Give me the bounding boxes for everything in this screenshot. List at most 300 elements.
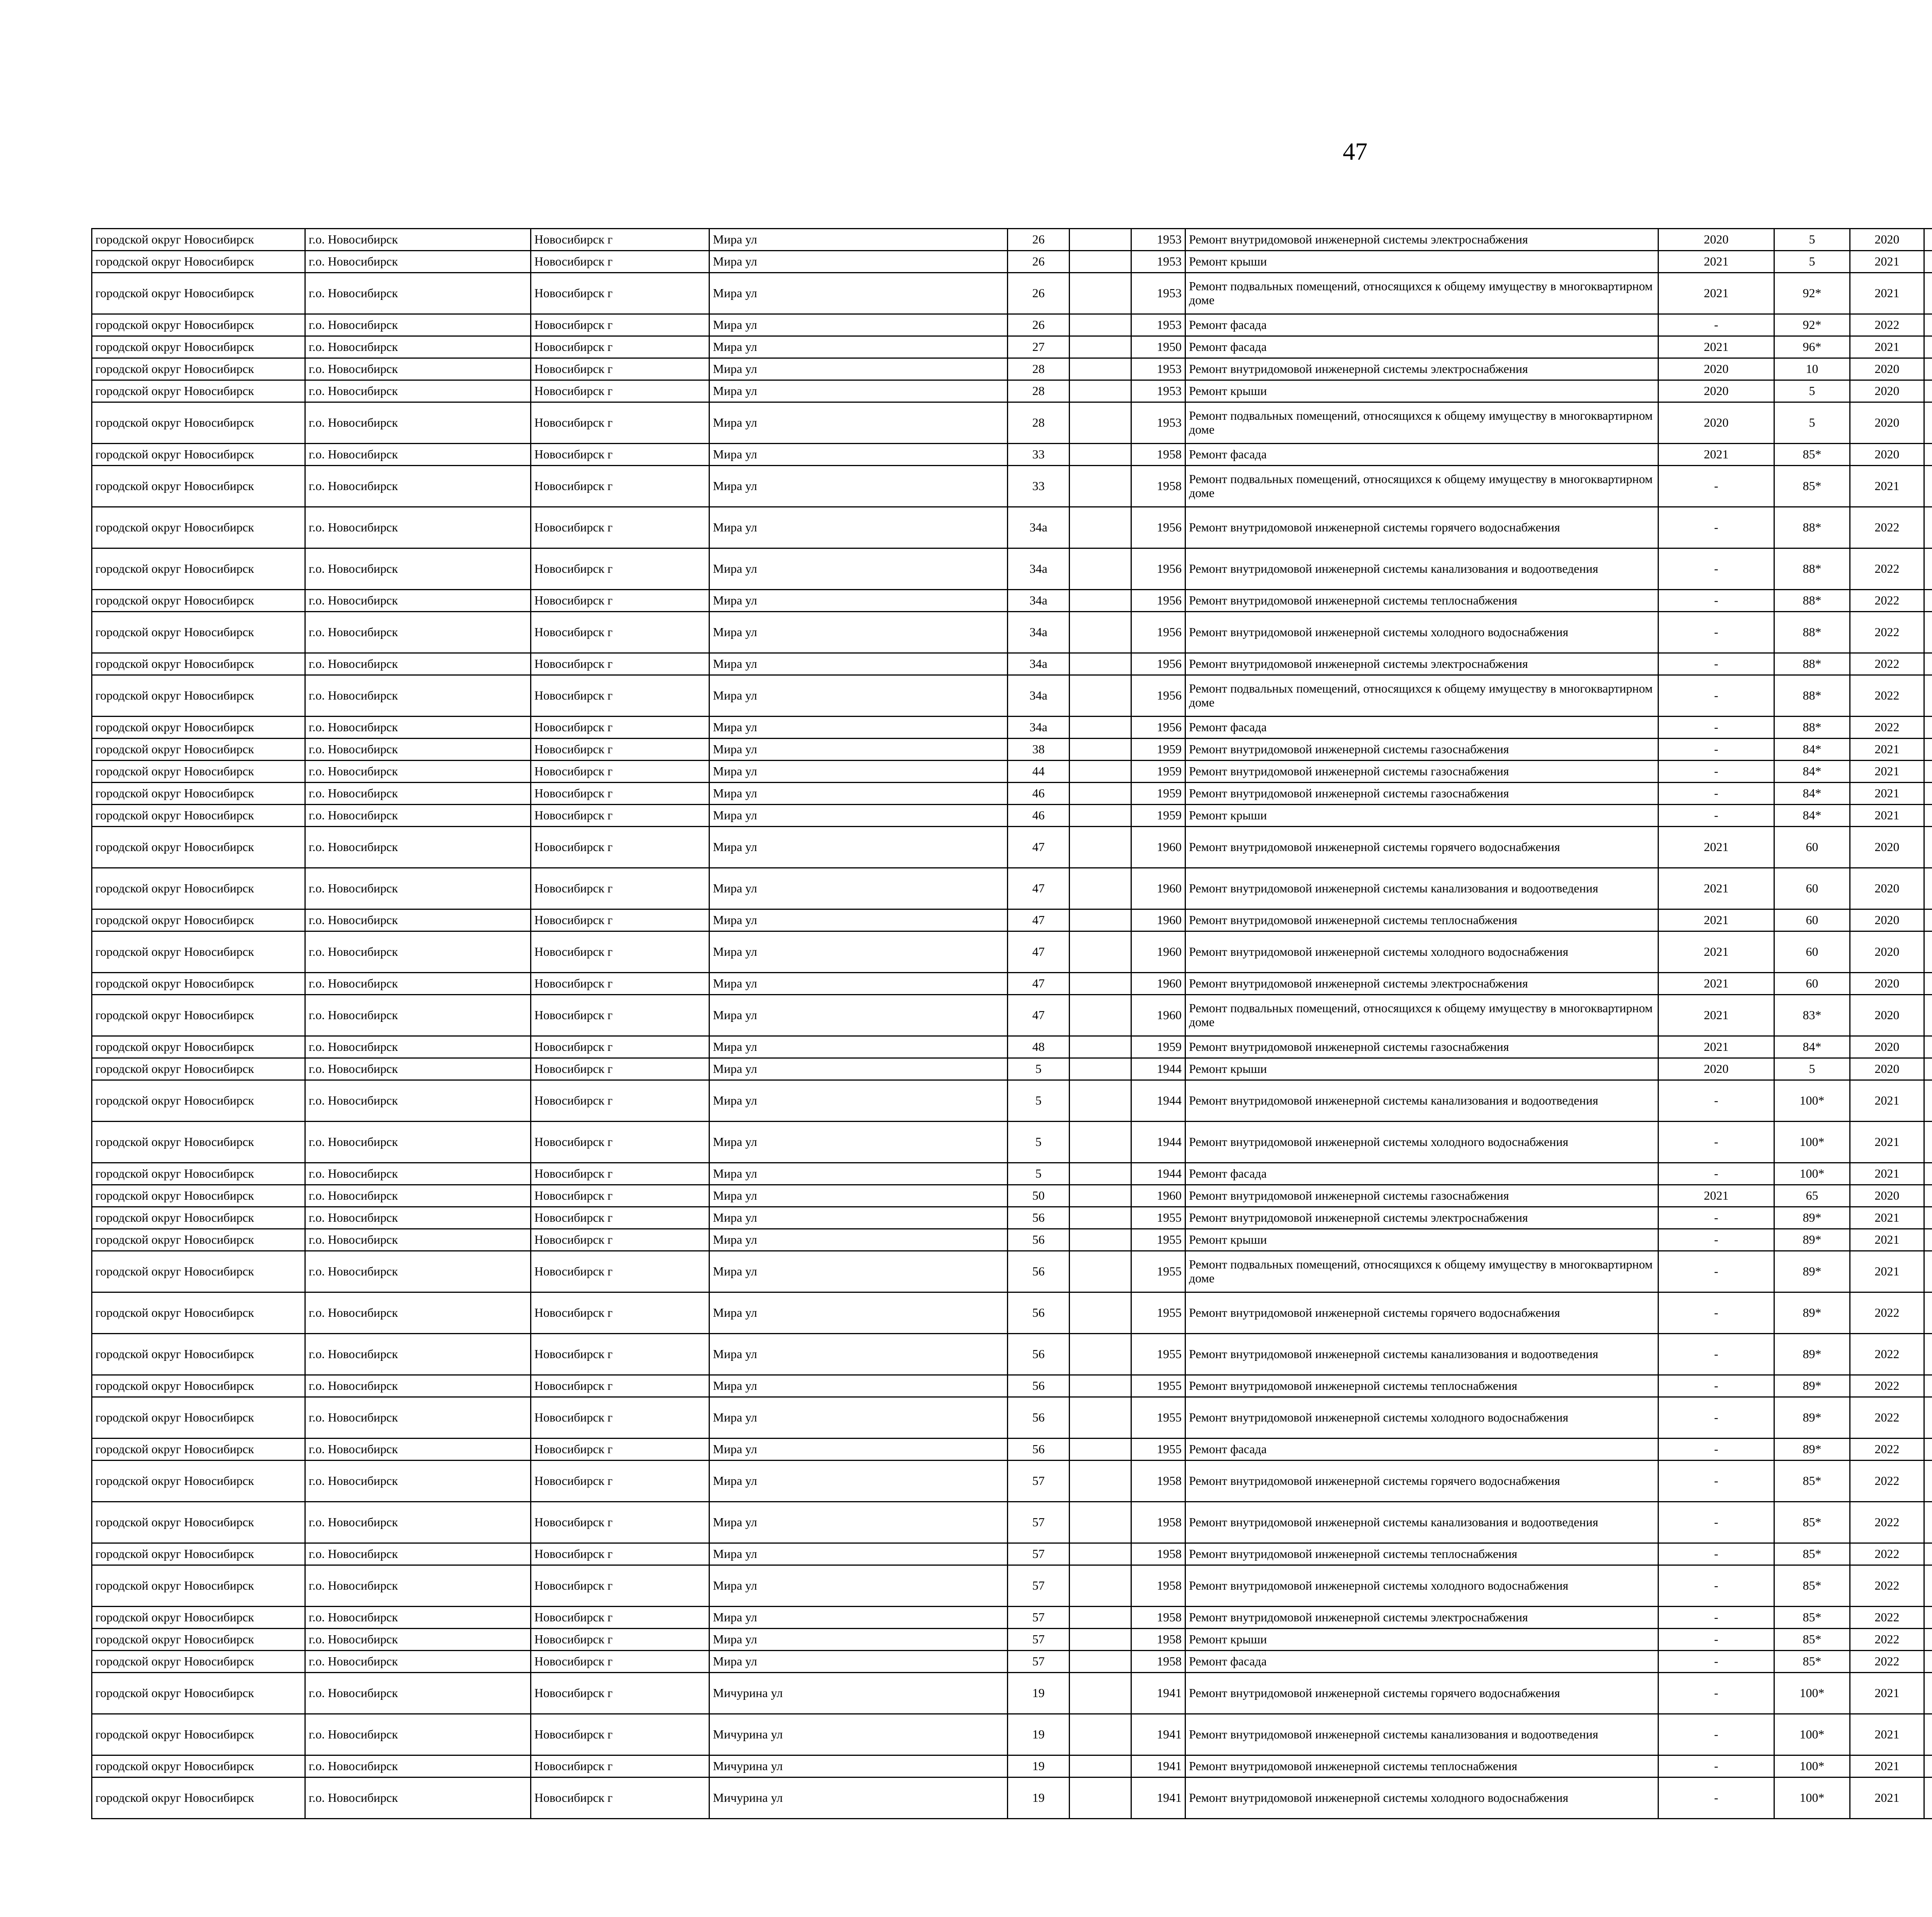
- cell-municipality: городской округ Новосибирск: [92, 995, 305, 1036]
- cell-building: [1070, 336, 1131, 358]
- cell-value-a: 84*: [1774, 739, 1850, 761]
- cell-year-c: [1924, 466, 1932, 507]
- cell-municipality: городской округ Новосибирск: [92, 805, 305, 827]
- cell-year-b: 2020: [1850, 1036, 1924, 1058]
- cell-municipality: городской округ Новосибирск: [92, 1251, 305, 1292]
- cell-settlement: г.о. Новосибирск: [305, 1185, 531, 1207]
- cell-street: Мичурина ул: [709, 1755, 1008, 1777]
- cell-settlement: г.о. Новосибирск: [305, 995, 531, 1036]
- cell-year-b: 2021: [1850, 1673, 1924, 1714]
- cell-house-number: 57: [1008, 1543, 1070, 1565]
- cell-building: [1070, 1673, 1131, 1714]
- cell-work-type: Ремонт внутридомовой инженерной системы газоснабжения: [1185, 761, 1658, 783]
- cell-house-number: 26: [1008, 273, 1070, 314]
- table-row: [92, 1185, 1932, 1207]
- cell-house-number: 56: [1008, 1375, 1070, 1397]
- table-row: [92, 1461, 1932, 1502]
- cell-year-a: -: [1658, 590, 1774, 612]
- cell-locality: Новосибирск г: [531, 1229, 709, 1251]
- cell-locality: Новосибирск г: [531, 358, 709, 380]
- cell-year-c: [1924, 314, 1932, 336]
- cell-street: Мира ул: [709, 507, 1008, 548]
- cell-locality: Новосибирск г: [531, 273, 709, 314]
- cell-year-c: [1924, 1565, 1932, 1607]
- cell-settlement: г.о. Новосибирск: [305, 1397, 531, 1439]
- cell-house-number: 33: [1008, 444, 1070, 466]
- cell-year-a: -: [1658, 1629, 1774, 1651]
- cell-value-a: 92*: [1774, 314, 1850, 336]
- cell-street: Мира ул: [709, 1251, 1008, 1292]
- cell-work-type: Ремонт подвальных помещений, относящихся к общему имуществу в многоквартирном доме: [1185, 675, 1658, 717]
- cell-year-a: -: [1658, 805, 1774, 827]
- cell-building: [1070, 1080, 1131, 1122]
- cell-year-built: 1955: [1131, 1397, 1185, 1439]
- cell-street: Мира ул: [709, 675, 1008, 717]
- cell-value-a: 89*: [1774, 1439, 1850, 1461]
- cell-year-a: -: [1658, 1502, 1774, 1543]
- cell-value-a: 60: [1774, 827, 1850, 868]
- table-row: [92, 273, 1932, 314]
- cell-locality: Новосибирск г: [531, 1629, 709, 1651]
- cell-settlement: г.о. Новосибирск: [305, 717, 531, 739]
- cell-year-a: -: [1658, 507, 1774, 548]
- cell-house-number: 19: [1008, 1673, 1070, 1714]
- table-row: [92, 805, 1932, 827]
- table-row: [92, 1777, 1932, 1819]
- cell-locality: Новосибирск г: [531, 1673, 709, 1714]
- cell-value-a: 100*: [1774, 1755, 1850, 1777]
- cell-locality: Новосибирск г: [531, 444, 709, 466]
- cell-work-type: Ремонт внутридомовой инженерной системы канализования и водоотведения: [1185, 1334, 1658, 1375]
- table-row: [92, 973, 1932, 995]
- cell-work-type: Ремонт внутридомовой инженерной системы теплоснабжения: [1185, 590, 1658, 612]
- cell-building: [1070, 1058, 1131, 1080]
- cell-year-b: 2020: [1850, 229, 1924, 251]
- cell-year-b: 2022: [1850, 1607, 1924, 1629]
- table-row: [92, 1755, 1932, 1777]
- cell-year-b: 2022: [1850, 548, 1924, 590]
- cell-settlement: г.о. Новосибирск: [305, 868, 531, 909]
- cell-house-number: 56: [1008, 1229, 1070, 1251]
- cell-locality: Новосибирск г: [531, 1375, 709, 1397]
- cell-year-a: -: [1658, 1375, 1774, 1397]
- cell-year-c: [1924, 251, 1932, 273]
- cell-house-number: 34а: [1008, 590, 1070, 612]
- cell-year-b: 2021: [1850, 1714, 1924, 1755]
- cell-work-type: Ремонт крыши: [1185, 1229, 1658, 1251]
- cell-street: Мира ул: [709, 1439, 1008, 1461]
- table-row: [92, 590, 1932, 612]
- cell-settlement: г.о. Новосибирск: [305, 783, 531, 805]
- cell-value-a: 96*: [1774, 336, 1850, 358]
- cell-settlement: г.о. Новосибирск: [305, 314, 531, 336]
- cell-settlement: г.о. Новосибирск: [305, 1543, 531, 1565]
- cell-year-built: 1956: [1131, 612, 1185, 653]
- cell-house-number: 57: [1008, 1607, 1070, 1629]
- cell-municipality: городской округ Новосибирск: [92, 973, 305, 995]
- cell-settlement: г.о. Новосибирск: [305, 590, 531, 612]
- cell-value-a: 60: [1774, 973, 1850, 995]
- cell-year-c: [1924, 973, 1932, 995]
- cell-house-number: 19: [1008, 1777, 1070, 1819]
- cell-house-number: 5: [1008, 1058, 1070, 1080]
- cell-year-c: [1924, 402, 1932, 444]
- cell-house-number: 38: [1008, 739, 1070, 761]
- cell-work-type: Ремонт внутридомовой инженерной системы холодного водоснабжения: [1185, 1777, 1658, 1819]
- cell-work-type: Ремонт внутридомовой инженерной системы горячего водоснабжения: [1185, 507, 1658, 548]
- cell-house-number: 47: [1008, 995, 1070, 1036]
- cell-building: [1070, 739, 1131, 761]
- cell-house-number: 57: [1008, 1651, 1070, 1673]
- cell-value-a: 85*: [1774, 1565, 1850, 1607]
- cell-year-a: 2021: [1658, 868, 1774, 909]
- cell-year-b: 2021: [1850, 1080, 1924, 1122]
- cell-year-a: 2021: [1658, 336, 1774, 358]
- cell-locality: Новосибирск г: [531, 336, 709, 358]
- cell-municipality: городской округ Новосибирск: [92, 251, 305, 273]
- cell-year-built: 1941: [1131, 1673, 1185, 1714]
- cell-year-built: 1958: [1131, 466, 1185, 507]
- cell-year-c: [1924, 229, 1932, 251]
- cell-locality: Новосибирск г: [531, 1036, 709, 1058]
- table-row: [92, 1058, 1932, 1080]
- cell-building: [1070, 1334, 1131, 1375]
- cell-municipality: городской округ Новосибирск: [92, 783, 305, 805]
- cell-house-number: 48: [1008, 1036, 1070, 1058]
- cell-year-c: [1924, 827, 1932, 868]
- cell-work-type: Ремонт внутридомовой инженерной системы газоснабжения: [1185, 1185, 1658, 1207]
- table-row: [92, 1229, 1932, 1251]
- cell-year-c: [1924, 1502, 1932, 1543]
- cell-work-type: Ремонт внутридомовой инженерной системы электроснабжения: [1185, 229, 1658, 251]
- cell-year-a: -: [1658, 1714, 1774, 1755]
- cell-municipality: городской округ Новосибирск: [92, 1673, 305, 1714]
- cell-settlement: г.о. Новосибирск: [305, 336, 531, 358]
- cell-municipality: городской округ Новосибирск: [92, 1375, 305, 1397]
- cell-year-c: [1924, 507, 1932, 548]
- cell-building: [1070, 548, 1131, 590]
- cell-year-b: 2020: [1850, 868, 1924, 909]
- table-row: [92, 444, 1932, 466]
- cell-building: [1070, 868, 1131, 909]
- cell-house-number: 46: [1008, 805, 1070, 827]
- cell-year-a: 2021: [1658, 995, 1774, 1036]
- cell-settlement: г.о. Новосибирск: [305, 612, 531, 653]
- table-body: [92, 229, 1932, 1819]
- cell-settlement: г.о. Новосибирск: [305, 1714, 531, 1755]
- cell-settlement: г.о. Новосибирск: [305, 444, 531, 466]
- cell-building: [1070, 783, 1131, 805]
- cell-street: Мира ул: [709, 229, 1008, 251]
- cell-house-number: 57: [1008, 1565, 1070, 1607]
- cell-year-a: -: [1658, 1163, 1774, 1185]
- cell-settlement: г.о. Новосибирск: [305, 1461, 531, 1502]
- cell-house-number: 56: [1008, 1292, 1070, 1334]
- cell-street: Мира ул: [709, 444, 1008, 466]
- cell-municipality: городской округ Новосибирск: [92, 1207, 305, 1229]
- cell-building: [1070, 1251, 1131, 1292]
- cell-municipality: городской округ Новосибирск: [92, 402, 305, 444]
- cell-year-built: 1956: [1131, 675, 1185, 717]
- cell-locality: Новосибирск г: [531, 909, 709, 931]
- cell-year-c: [1924, 995, 1932, 1036]
- cell-year-c: [1924, 612, 1932, 653]
- cell-work-type: Ремонт внутридомовой инженерной системы газоснабжения: [1185, 783, 1658, 805]
- cell-year-b: 2022: [1850, 653, 1924, 675]
- cell-year-a: -: [1658, 1777, 1774, 1819]
- table-row: [92, 1714, 1932, 1755]
- cell-year-b: 2022: [1850, 1565, 1924, 1607]
- table-row: [92, 1334, 1932, 1375]
- cell-value-a: 88*: [1774, 675, 1850, 717]
- cell-year-built: 1953: [1131, 273, 1185, 314]
- table-row: [92, 653, 1932, 675]
- cell-year-b: 2020: [1850, 1058, 1924, 1080]
- cell-locality: Новосибирск г: [531, 1251, 709, 1292]
- cell-year-a: 2021: [1658, 909, 1774, 931]
- cell-year-b: 2021: [1850, 1229, 1924, 1251]
- cell-street: Мира ул: [709, 1207, 1008, 1229]
- cell-settlement: г.о. Новосибирск: [305, 1036, 531, 1058]
- cell-locality: Новосибирск г: [531, 1461, 709, 1502]
- cell-year-built: 1955: [1131, 1251, 1185, 1292]
- cell-locality: Новосибирск г: [531, 229, 709, 251]
- cell-house-number: 47: [1008, 868, 1070, 909]
- cell-house-number: 19: [1008, 1714, 1070, 1755]
- cell-year-built: 1953: [1131, 380, 1185, 402]
- cell-locality: Новосибирск г: [531, 1185, 709, 1207]
- table-row: [92, 931, 1932, 973]
- cell-year-b: 2021: [1850, 783, 1924, 805]
- cell-municipality: городской округ Новосибирск: [92, 717, 305, 739]
- cell-building: [1070, 1207, 1131, 1229]
- cell-house-number: 47: [1008, 827, 1070, 868]
- cell-year-a: -: [1658, 761, 1774, 783]
- cell-value-a: 85*: [1774, 1502, 1850, 1543]
- cell-locality: Новосибирск г: [531, 1207, 709, 1229]
- cell-year-c: [1924, 783, 1932, 805]
- cell-street: Мира ул: [709, 1334, 1008, 1375]
- page-number: 47: [1343, 138, 1367, 165]
- cell-settlement: г.о. Новосибирск: [305, 1755, 531, 1777]
- cell-year-a: 2021: [1658, 251, 1774, 273]
- cell-street: Мира ул: [709, 1502, 1008, 1543]
- cell-municipality: городской округ Новосибирск: [92, 1334, 305, 1375]
- cell-street: Мира ул: [709, 1058, 1008, 1080]
- cell-year-c: [1924, 931, 1932, 973]
- cell-value-a: 60: [1774, 931, 1850, 973]
- cell-house-number: 56: [1008, 1397, 1070, 1439]
- cell-settlement: г.о. Новосибирск: [305, 1122, 531, 1163]
- table-row: [92, 548, 1932, 590]
- cell-value-a: 84*: [1774, 805, 1850, 827]
- cell-street: Мира ул: [709, 1565, 1008, 1607]
- cell-house-number: 50: [1008, 1185, 1070, 1207]
- cell-settlement: г.о. Новосибирск: [305, 1207, 531, 1229]
- cell-house-number: 57: [1008, 1461, 1070, 1502]
- cell-year-a: 2021: [1658, 1185, 1774, 1207]
- cell-house-number: 56: [1008, 1334, 1070, 1375]
- cell-year-c: [1924, 1777, 1932, 1819]
- cell-house-number: 33: [1008, 466, 1070, 507]
- cell-street: Мира ул: [709, 783, 1008, 805]
- cell-work-type: Ремонт внутридомовой инженерной системы холодного водоснабжения: [1185, 931, 1658, 973]
- cell-locality: Новосибирск г: [531, 1755, 709, 1777]
- cell-building: [1070, 466, 1131, 507]
- cell-settlement: г.о. Новосибирск: [305, 827, 531, 868]
- cell-year-c: [1924, 1080, 1932, 1122]
- cell-street: Мира ул: [709, 590, 1008, 612]
- cell-work-type: Ремонт внутридомовой инженерной системы горячего водоснабжения: [1185, 1673, 1658, 1714]
- cell-year-b: 2021: [1850, 1755, 1924, 1777]
- cell-year-c: [1924, 1251, 1932, 1292]
- table-row: [92, 868, 1932, 909]
- cell-work-type: Ремонт крыши: [1185, 1629, 1658, 1651]
- cell-settlement: г.о. Новосибирск: [305, 909, 531, 931]
- cell-settlement: г.о. Новосибирск: [305, 1292, 531, 1334]
- cell-year-a: -: [1658, 548, 1774, 590]
- cell-year-built: 1960: [1131, 995, 1185, 1036]
- cell-municipality: городской округ Новосибирск: [92, 909, 305, 931]
- cell-locality: Новосибирск г: [531, 1397, 709, 1439]
- table-row: [92, 909, 1932, 931]
- cell-year-b: 2021: [1850, 761, 1924, 783]
- cell-locality: Новосибирск г: [531, 675, 709, 717]
- cell-year-c: [1924, 1185, 1932, 1207]
- cell-locality: Новосибирск г: [531, 1502, 709, 1543]
- cell-year-a: -: [1658, 739, 1774, 761]
- cell-locality: Новосибирск г: [531, 717, 709, 739]
- cell-locality: Новосибирск г: [531, 1714, 709, 1755]
- cell-year-c: [1924, 1207, 1932, 1229]
- cell-building: [1070, 1651, 1131, 1673]
- cell-value-a: 60: [1774, 868, 1850, 909]
- cell-street: Мира ул: [709, 1607, 1008, 1629]
- cell-building: [1070, 507, 1131, 548]
- cell-municipality: городской округ Новосибирск: [92, 336, 305, 358]
- cell-year-built: 1956: [1131, 653, 1185, 675]
- cell-year-built: 1953: [1131, 229, 1185, 251]
- cell-settlement: г.о. Новосибирск: [305, 273, 531, 314]
- cell-locality: Новосибирск г: [531, 827, 709, 868]
- cell-municipality: городской округ Новосибирск: [92, 1080, 305, 1122]
- cell-work-type: Ремонт фасада: [1185, 1163, 1658, 1185]
- cell-value-a: 85*: [1774, 1629, 1850, 1651]
- cell-year-c: [1924, 1375, 1932, 1397]
- cell-building: [1070, 314, 1131, 336]
- cell-street: Мира ул: [709, 1185, 1008, 1207]
- cell-locality: Новосибирск г: [531, 380, 709, 402]
- cell-year-a: -: [1658, 1122, 1774, 1163]
- cell-value-a: 85*: [1774, 1651, 1850, 1673]
- cell-work-type: Ремонт внутридомовой инженерной системы электроснабжения: [1185, 358, 1658, 380]
- cell-year-c: [1924, 358, 1932, 380]
- table-row: [92, 1607, 1932, 1629]
- cell-year-built: 1958: [1131, 1629, 1185, 1651]
- cell-street: Мира ул: [709, 805, 1008, 827]
- cell-locality: Новосибирск г: [531, 612, 709, 653]
- table-row: [92, 507, 1932, 548]
- table-row: [92, 466, 1932, 507]
- cell-building: [1070, 1502, 1131, 1543]
- cell-year-c: [1924, 1036, 1932, 1058]
- cell-year-c: [1924, 805, 1932, 827]
- cell-value-a: 89*: [1774, 1334, 1850, 1375]
- cell-work-type: Ремонт внутридомовой инженерной системы теплоснабжения: [1185, 1755, 1658, 1777]
- cell-house-number: 5: [1008, 1163, 1070, 1185]
- cell-work-type: Ремонт фасада: [1185, 717, 1658, 739]
- cell-work-type: Ремонт внутридомовой инженерной системы теплоснабжения: [1185, 1375, 1658, 1397]
- cell-municipality: городской округ Новосибирск: [92, 1185, 305, 1207]
- cell-year-c: [1924, 1755, 1932, 1777]
- cell-house-number: 28: [1008, 358, 1070, 380]
- cell-year-c: [1924, 653, 1932, 675]
- cell-work-type: Ремонт внутридомовой инженерной системы электроснабжения: [1185, 653, 1658, 675]
- cell-building: [1070, 1461, 1131, 1502]
- cell-year-b: 2020: [1850, 1185, 1924, 1207]
- cell-locality: Новосибирск г: [531, 868, 709, 909]
- cell-year-b: 2022: [1850, 507, 1924, 548]
- cell-locality: Новосибирск г: [531, 1565, 709, 1607]
- cell-building: [1070, 1755, 1131, 1777]
- cell-settlement: г.о. Новосибирск: [305, 931, 531, 973]
- cell-street: Мира ул: [709, 868, 1008, 909]
- cell-year-a: -: [1658, 1439, 1774, 1461]
- cell-street: Мира ул: [709, 761, 1008, 783]
- cell-year-a: -: [1658, 1229, 1774, 1251]
- cell-street: Мира ул: [709, 1036, 1008, 1058]
- cell-street: Мира ул: [709, 1375, 1008, 1397]
- cell-year-a: -: [1658, 675, 1774, 717]
- cell-locality: Новосибирск г: [531, 1607, 709, 1629]
- cell-work-type: Ремонт внутридомовой инженерной системы электроснабжения: [1185, 973, 1658, 995]
- table-row: [92, 1163, 1932, 1185]
- cell-year-a: 2020: [1658, 229, 1774, 251]
- cell-settlement: г.о. Новосибирск: [305, 358, 531, 380]
- cell-year-c: [1924, 1163, 1932, 1185]
- cell-value-a: 85*: [1774, 466, 1850, 507]
- cell-locality: Новосибирск г: [531, 507, 709, 548]
- cell-street: Мира ул: [709, 827, 1008, 868]
- cell-year-a: -: [1658, 1651, 1774, 1673]
- cell-settlement: г.о. Новосибирск: [305, 1502, 531, 1543]
- cell-street: Мира ул: [709, 548, 1008, 590]
- cell-year-a: -: [1658, 717, 1774, 739]
- cell-year-a: 2021: [1658, 444, 1774, 466]
- cell-locality: Новосибирск г: [531, 1543, 709, 1565]
- cell-year-built: 1956: [1131, 717, 1185, 739]
- cell-municipality: городской округ Новосибирск: [92, 1777, 305, 1819]
- cell-year-c: [1924, 1651, 1932, 1673]
- cell-year-b: 2022: [1850, 1292, 1924, 1334]
- cell-settlement: г.о. Новосибирск: [305, 1777, 531, 1819]
- cell-locality: Новосибирск г: [531, 1163, 709, 1185]
- cell-work-type: Ремонт внутридомовой инженерной системы канализования и водоотведения: [1185, 1714, 1658, 1755]
- cell-value-a: 5: [1774, 251, 1850, 273]
- cell-year-c: [1924, 1229, 1932, 1251]
- cell-house-number: 44: [1008, 761, 1070, 783]
- cell-value-a: 83*: [1774, 995, 1850, 1036]
- cell-work-type: Ремонт фасада: [1185, 1439, 1658, 1461]
- cell-year-built: 1958: [1131, 1461, 1185, 1502]
- cell-year-built: 1958: [1131, 1651, 1185, 1673]
- table-row: [92, 783, 1932, 805]
- cell-year-c: [1924, 444, 1932, 466]
- cell-value-a: 5: [1774, 402, 1850, 444]
- cell-year-built: 1955: [1131, 1229, 1185, 1251]
- cell-building: [1070, 1163, 1131, 1185]
- cell-value-a: 88*: [1774, 612, 1850, 653]
